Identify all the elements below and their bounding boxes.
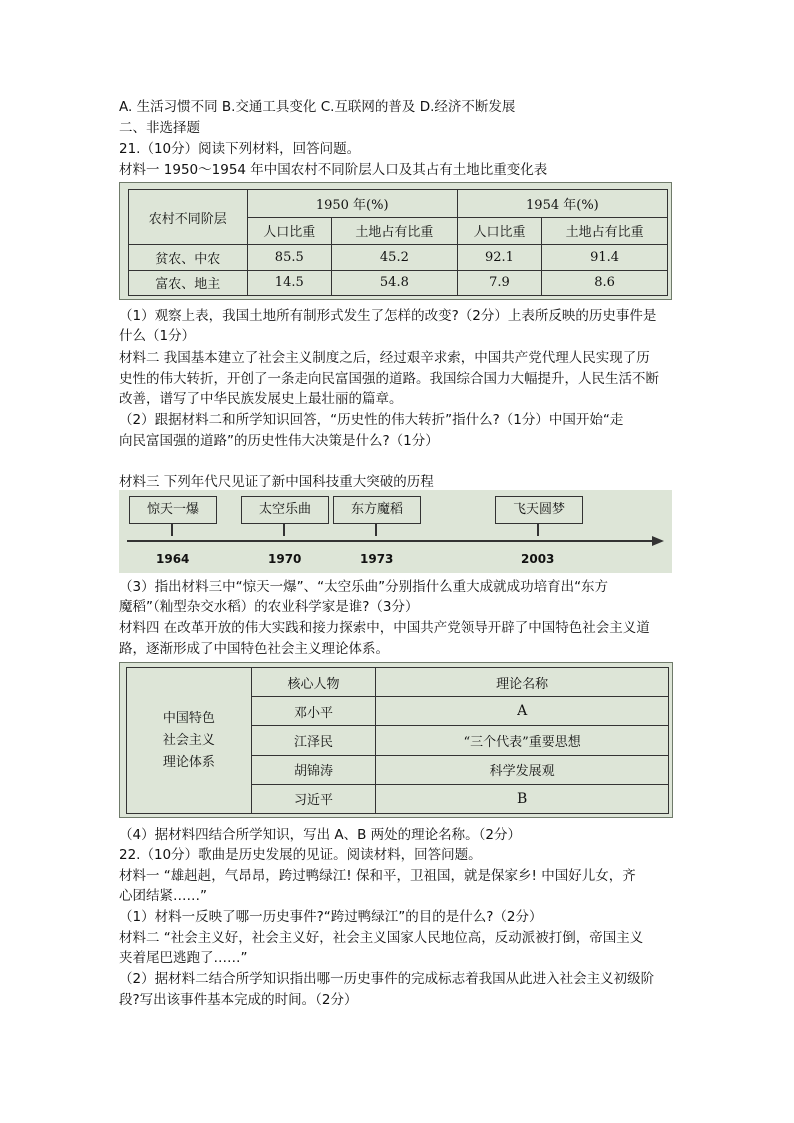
table-header-1954: 1954 年(%) xyxy=(457,190,667,218)
core-person: 习近平 xyxy=(251,784,376,813)
table-header-pop-1950: 人口比重 xyxy=(247,217,331,245)
core-person: 江泽民 xyxy=(251,726,376,755)
material-2-line3: 改善，谱写了中华民族发展史上最壮丽的篇章。 xyxy=(119,391,403,407)
theory-name: B xyxy=(376,784,669,813)
question-22-heading: 22.（10分）歌曲是历史发展的见证。阅读材料，回答问题。 xyxy=(119,847,482,863)
cell-value: 85.5 xyxy=(247,245,331,270)
table-header-person: 核心人物 xyxy=(251,668,376,697)
land-ratio-table xyxy=(119,182,672,300)
table-header-strata: 农村不同阶层 xyxy=(129,190,248,245)
timeline-year: 1973 xyxy=(360,552,394,566)
table-row xyxy=(129,270,668,295)
table-header-land-1954: 土地占有比重 xyxy=(542,217,668,245)
theory-name: 科学发展观 xyxy=(376,755,669,784)
cell-value: 7.9 xyxy=(457,270,541,295)
table-header-theory: 理论名称 xyxy=(376,668,669,697)
material-1-caption: 材料一 1950～1954 年中国农村不同阶层人口及其占有土地比重变化表 xyxy=(119,162,548,178)
question-21-1-line1: （1）观察上表，我国土地所有制形式发生了怎样的改变?（2分）上表所反映的历史事件是 xyxy=(119,308,657,324)
timeline-event-label: 太空乐曲 xyxy=(241,496,329,524)
timeline-year: 1970 xyxy=(268,552,302,566)
theory-name: A xyxy=(376,697,669,726)
material-2-line2: 史性的伟大转折，开创了一条走向民富国强的道路。我国综合国力大幅提升，人民生活不断 xyxy=(119,371,659,387)
material-3-caption: 材料三 下列年代尺见证了新中国科技重大突破的历程 xyxy=(119,474,434,490)
material-4-line2: 路，逐渐形成了中国特色社会主义理论体系。 xyxy=(119,641,389,657)
table-row xyxy=(129,245,668,270)
table-header-pop-1954: 人口比重 xyxy=(457,217,541,245)
cell-value: 54.8 xyxy=(331,270,457,295)
q22-material-2-line2: 夹着尾巴逃跑了……” xyxy=(119,950,248,966)
question-21-2-line2: 向民富国强的道路”的历史性伟大决策是什么?（1分） xyxy=(119,433,439,449)
material-2-line1: 材料二 我国基本建立了社会主义制度之后，经过艰辛求索，中国共产党代理人民实现了历 xyxy=(119,350,650,366)
section-heading: 二、非选择题 xyxy=(119,120,200,136)
cell-value: 92.1 xyxy=(457,245,541,270)
q22-material-2-line1: 材料二 “社会主义好，社会主义好，社会主义国家人民地位高，反动派被打倒，帝国主义 xyxy=(119,930,644,946)
row-label: 贫农、中农 xyxy=(129,245,248,270)
table-header-1950: 1950 年(%) xyxy=(247,190,457,218)
table-header-land-1950: 土地占有比重 xyxy=(331,217,457,245)
timeline-event-label: 飞天圆梦 xyxy=(495,496,583,524)
core-person: 胡锦涛 xyxy=(251,755,376,784)
cell-value: 45.2 xyxy=(331,245,457,270)
question-20-options: A. 生活习惯不同 B.交通工具变化 C.互联网的普及 D.经济不断发展 xyxy=(119,99,516,115)
material-4-line1: 材料四 在改革开放的伟大实践和接力探索中，中国共产党领导开辟了中国特色社会主义道 xyxy=(119,620,650,636)
question-22-1: （1）材料一反映了哪一历史事件?“跨过鸭绿江”的目的是什么?（2分） xyxy=(119,909,543,925)
question-21-3-line2: 魔稻”（籼型杂交水稻）的农业科学家是谁?（3分） xyxy=(119,599,419,615)
q22-material-1-line1: 材料一 “雄赳赳，气昂昂，跨过鸭绿江! 保和平，卫祖国，就是保家乡! 中国好儿女，齐 xyxy=(119,868,636,884)
core-person: 邓小平 xyxy=(251,697,376,726)
science-timeline xyxy=(119,490,672,573)
cell-value: 14.5 xyxy=(247,270,331,295)
question-21-1-line2: 什么（1分） xyxy=(119,328,196,344)
timeline-axis xyxy=(119,490,672,573)
timeline-year: 2003 xyxy=(521,552,555,566)
cell-value: 8.6 xyxy=(542,270,668,295)
question-22-2-line1: （2）据材料二结合所学知识指出哪一历史事件的完成标志着我国从此进入社会主义初级阶 xyxy=(119,971,655,987)
timeline-event-label: 惊天一爆 xyxy=(129,496,217,524)
question-21-3-line1: （3）指出材料三中“惊天一爆”、“太空乐曲”分别指什么重大成就成功培育出“东方 xyxy=(119,579,609,595)
question-21-4: （4）据材料四结合所学知识，写出 A、B 两处的理论名称。（2分） xyxy=(119,827,522,843)
q22-material-1-line2: 心团结紧……” xyxy=(119,888,207,904)
timeline-event-label: 东方魔稻 xyxy=(333,496,421,524)
theory-system-label: 中国特色 社会主义 理论体系 xyxy=(127,668,252,814)
question-21-heading: 21.（10分）阅读下列材料，回答问题。 xyxy=(119,141,361,157)
theory-system-table xyxy=(119,662,673,818)
theory-name: “三个代表”重要思想 xyxy=(376,726,669,755)
timeline-year: 1964 xyxy=(156,552,190,566)
question-22-2-line2: 段?写出该事件基本完成的时间。（2分） xyxy=(119,992,358,1008)
cell-value: 91.4 xyxy=(542,245,668,270)
row-label: 富农、地主 xyxy=(129,270,248,295)
question-21-2-line1: （2）跟据材料二和所学知识回答，“历史性的伟大转折”指什么?（1分）中国开始“走 xyxy=(119,412,624,428)
